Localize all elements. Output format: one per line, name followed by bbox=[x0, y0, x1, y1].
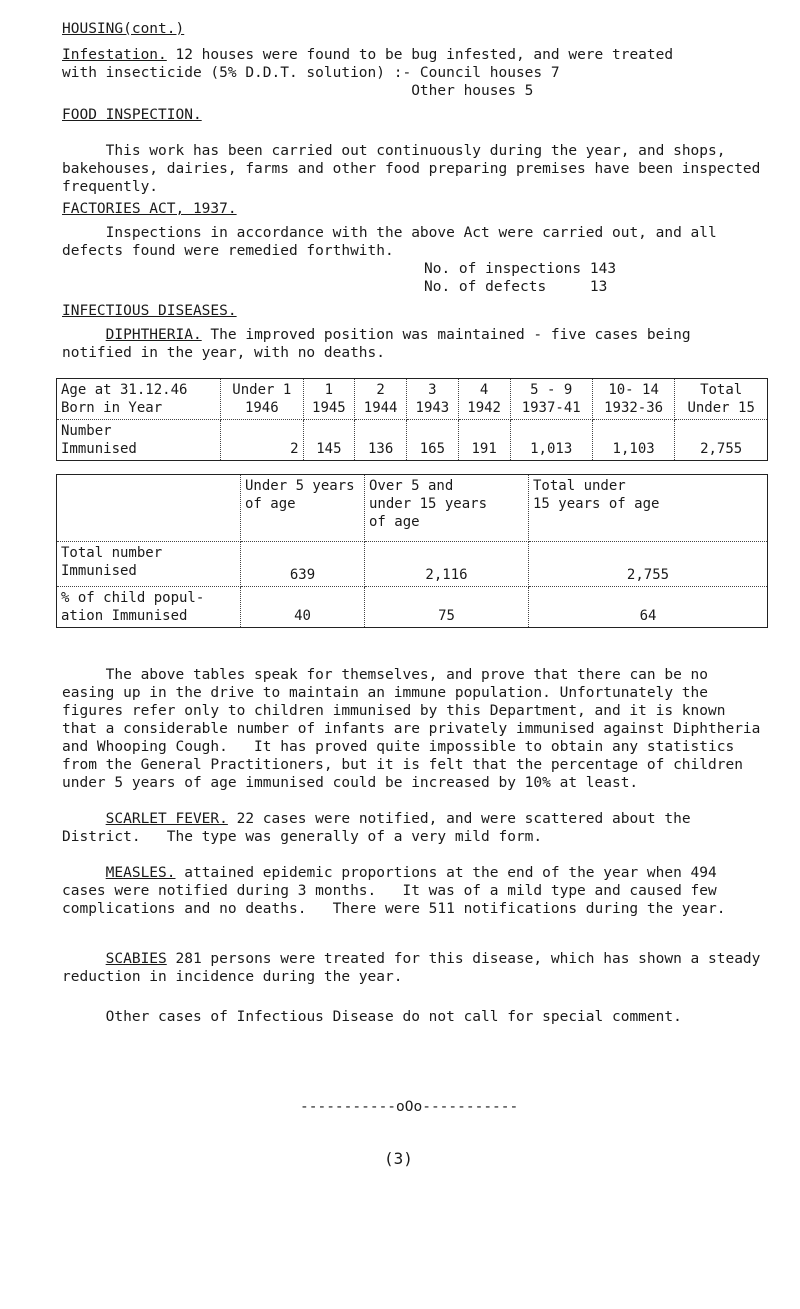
table-row: Number Immunised 2 145 136 165 191 1,013 1,103 2,755 bbox=[57, 420, 768, 461]
inspections-count: No. of inspections 143 bbox=[424, 261, 617, 277]
section-divider: -----------oOo----------- bbox=[300, 1099, 519, 1115]
infestation-line-1: Infestation. 12 houses were found to be bug infested, and were treated bbox=[62, 47, 674, 63]
other-diseases-paragraph: Other cases of Infectious Disease do not call for special comment. bbox=[62, 1009, 682, 1025]
scabies-paragraph: SCABIES 281 persons were treated for this disease, which has shown a steady reduction in incidence during the year. bbox=[62, 951, 770, 985]
immunisation-summary-table bbox=[56, 474, 768, 628]
infestation-line-3: Other houses 5 bbox=[62, 83, 534, 99]
infectious-diseases-heading: INFECTIOUS DISEASES. bbox=[62, 303, 237, 319]
table-row: Total number Immunised 639 2,116 2,755 bbox=[57, 542, 768, 587]
food-inspection-text: This work has been carried out continuously during the year, and shops, bakehouses, dairies, farms and other food preparing premises have been inspected frequently. bbox=[62, 143, 770, 195]
analysis-paragraph: The above tables speak for themselves, and prove that there can be no easing up in the drive to maintain an immune population. Unfortunately the figures refer only to children immunised by this Department, and it is known that a considerable number of infants are privately immunised against Diphtheria and Whooping Cough. It has proved quite impossible to obtain any statistics from the General Practitioners, but it is felt that the percentage of children under 5 years of age immunised could be increased by 10% at least. bbox=[62, 667, 770, 791]
table-row: % of child popul- ation Immunised 40 75 64 bbox=[57, 587, 768, 628]
scarlet-fever-paragraph: SCARLET FEVER. 22 cases were notified, and were scattered about the District. The type was generally of a very mild form. bbox=[62, 811, 700, 845]
infestation-line-2: with insecticide (5% D.D.T. solution) :- Council houses 7 bbox=[62, 65, 560, 81]
section-header: HOUSING(cont.) bbox=[62, 21, 185, 37]
row-label: Age at 31.12.46 Born in Year bbox=[57, 379, 221, 420]
table-row: Age at 31.12.46 Born in Year Under 1 1946 1 1945 2 1944 3 1943 4 1942 5 - 9 1937-41 10- 14 1932-36 Total Under 15 bbox=[57, 379, 768, 420]
factories-heading: FACTORIES ACT, 1937. bbox=[62, 201, 237, 217]
immunisation-by-age-table bbox=[56, 378, 768, 461]
page-number: (3) bbox=[384, 1149, 413, 1168]
measles-paragraph: MEASLES. attained epidemic proportions at the end of the year when 494 cases were notified during 3 months. It was of a mild type and caused few complications and no deaths. There were 511 notifications during the year. bbox=[62, 865, 726, 917]
infestation-heading: Infestation. bbox=[62, 47, 167, 63]
diphtheria-text: DIPHTHERIA. The improved position was maintained - five cases being notified in the year, with no deaths. bbox=[62, 327, 700, 361]
table-row: Under 5 years of age Over 5 and under 15 years of age Total under 15 years of age bbox=[57, 475, 768, 542]
food-inspection-heading: FOOD INSPECTION. bbox=[62, 107, 202, 123]
defects-count: No. of defects 13 bbox=[424, 279, 608, 295]
row-label: Number Immunised bbox=[57, 420, 221, 461]
factories-text: Inspections in accordance with the above Act were carried out, and all defects found were remedied forthwith. bbox=[62, 225, 726, 259]
